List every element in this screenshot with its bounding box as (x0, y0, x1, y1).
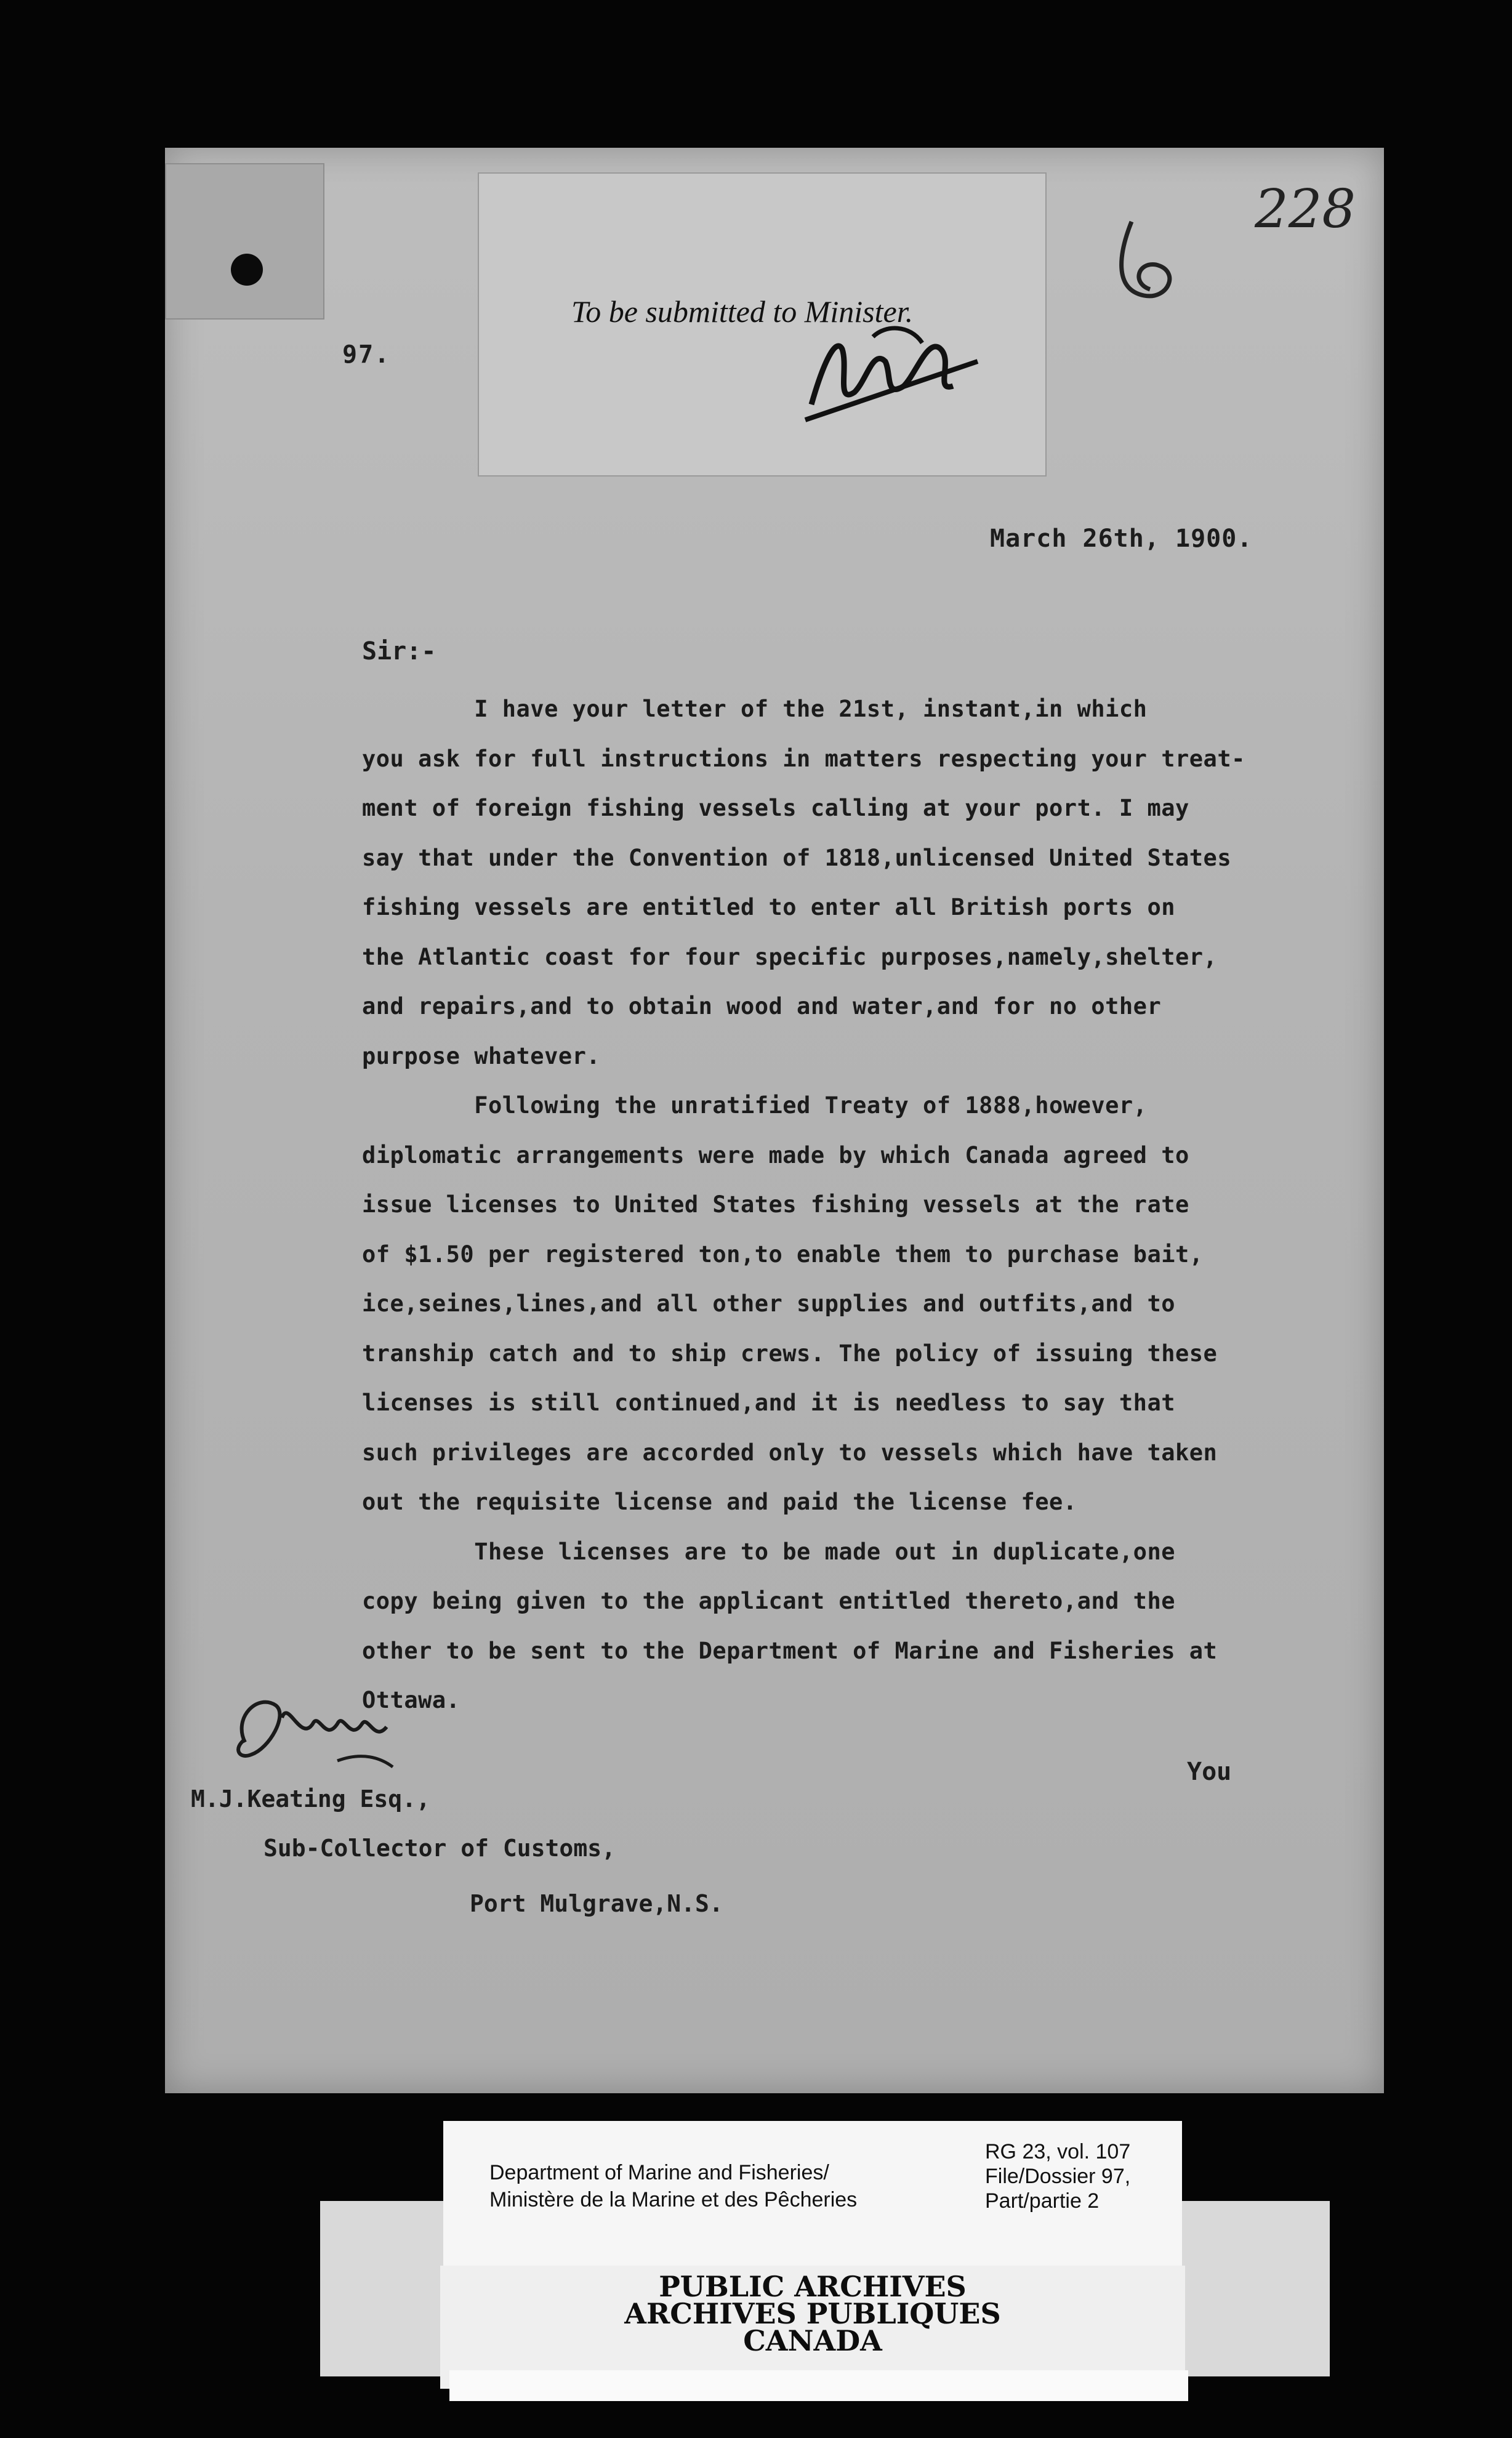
ref-rg: RG 23, vol. 107 (985, 2140, 1131, 2163)
minister-slip (478, 172, 1047, 477)
archive-stamp-country: CANADA (743, 2324, 882, 2357)
department-fr: Ministère de la Marine et des Pêcheries (489, 2188, 858, 2211)
letter-line: and repairs,and to obtain wood and water,and for no other (362, 993, 1162, 1020)
letter-line: say that under the Convention of 1818,unlicensed United States (362, 844, 1232, 871)
archive-label (443, 2121, 1182, 2269)
corner-patch (165, 163, 324, 320)
archive-reference (985, 2139, 1130, 2213)
addressee-name: M.J.Keating Esq., (191, 1785, 430, 1812)
letter-line: ment of foreign fishing vessels calling at your port. I may (362, 795, 1189, 821)
file-number: 97. (342, 340, 391, 369)
letter-line: such privileges are accorded only to vessels which have taken (362, 1439, 1218, 1466)
letter-line: other to be sent to the Department of Marine and Fisheries at (362, 1637, 1218, 1664)
archive-stamp-fr: ARCHIVES PUBLIQUES (624, 2297, 1001, 2330)
letter-line: issue licenses to United States fishing vessels at the rate (362, 1191, 1189, 1218)
letter-line: These licenses are to be made out in duplicate,one (362, 1538, 1176, 1565)
letter-line: of $1.50 per registered ton,to enable them to purchase bait, (362, 1241, 1204, 1268)
letter-line: ice,seines,lines,and all other supplies and outfits,and to (362, 1290, 1176, 1317)
label-bottom-edge (449, 2370, 1188, 2401)
letter-line: purpose whatever. (362, 1042, 601, 1069)
salutation: Sir:- (362, 637, 436, 666)
letter-line: the Atlantic coast for four specific purposes,namely,shelter, (362, 943, 1218, 970)
handwritten-mark (1107, 215, 1205, 314)
ref-file: File/Dossier 97, (985, 2165, 1131, 2188)
slip-text: To be submitted to Minister. (571, 294, 914, 329)
addressee-location: Port Mulgrave,N.S. (470, 1890, 723, 1917)
department-en: Department of Marine and Fisheries/ (489, 2161, 829, 2184)
letter-line: Following the unratified Treaty of 1888,however, (362, 1092, 1148, 1119)
letter-date: March 26th, 1900. (990, 525, 1253, 553)
archive-stamp-en: PUBLIC ARCHIVES (659, 2270, 967, 2303)
letter-line: tranship catch and to ship crews. The policy of issuing these (362, 1340, 1218, 1367)
handwritten-number: 228 (1255, 179, 1356, 240)
department-names (489, 2159, 857, 2213)
letter-line: licenses is still continued,and it is needless to say that (362, 1390, 1176, 1416)
letter-line: fishing vessels are entitled to enter all British ports on (362, 894, 1176, 920)
letter-line: copy being given to the applicant entitled thereto,and the (362, 1588, 1176, 1614)
letter-line: diplomatic arrangements were made by which Canada agreed to (362, 1141, 1189, 1169)
addressee-title: Sub-Collector of Customs, (263, 1835, 616, 1862)
letter-line: Ottawa. (362, 1687, 460, 1713)
letter-page (165, 148, 1384, 2093)
letter-line: out the requisite license and paid the license fee. (362, 1489, 1077, 1515)
ref-part: Part/partie 2 (985, 2189, 1100, 2213)
closing: You (1187, 1758, 1232, 1786)
letter-line: you ask for full instructions in matters respecting your treat- (362, 745, 1245, 772)
initials-signature (799, 312, 984, 435)
letter-line: I have your letter of the 21st, instant,in which (362, 696, 1148, 722)
handwritten-signature (227, 1681, 411, 1773)
punch-hole (231, 254, 263, 286)
